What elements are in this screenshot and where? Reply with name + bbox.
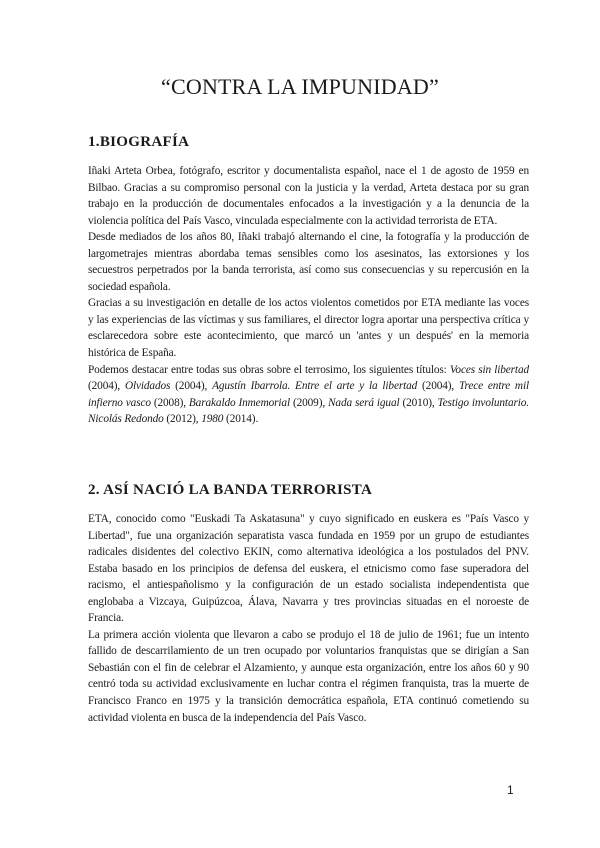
- section-body-banda: [88, 511, 529, 726]
- work-title: Nada será igual: [328, 396, 400, 409]
- text-run: fallido de descarrilamiento de un tren ocupado por voluntarios franquistas que se dirigían a San: [88, 645, 529, 658]
- text-run: Libertad", fue una organización separatista vasca fundada en 1959 por un grupo de estudiantes: [88, 529, 529, 542]
- text-line: [88, 660, 529, 677]
- text-run: (2014).: [223, 413, 259, 426]
- text-line: [88, 395, 529, 412]
- text-run: Podemos destacar entre todas sus obras sobre el terrosimo, los siguientes títulos:: [88, 363, 450, 376]
- work-title: Voces sin libertad: [449, 363, 529, 376]
- text-line: [88, 528, 529, 545]
- text-run: (2010),: [399, 396, 438, 409]
- text-line: [88, 561, 529, 578]
- text-run: sociedad española.: [88, 280, 171, 293]
- text-run: La primera acción violenta que llevaron a cabo se produjo el 18 de julio de 1961; fue un intento: [88, 628, 529, 641]
- text-run: trabajo en la producción de documentales enfocados a la investigación y a la denuncia de la: [88, 198, 529, 211]
- text-run: Sebastián con el fin de celebrar el Alzamiento, y aunque esta organización, entre los años 60 y 90: [88, 661, 529, 674]
- text-line: [88, 594, 529, 611]
- section-heading-banda: 2. ASÍ NACIÓ LA BANDA TERRORISTA: [88, 482, 373, 498]
- text-line: [88, 180, 529, 197]
- page-number: 1: [507, 783, 514, 797]
- text-run: englobaba a Vizcaya, Guipúzcoa, Álava, Navarra y tres provincias situadas en el noroeste de: [88, 595, 529, 608]
- text-line: [88, 610, 529, 627]
- work-title: 1980: [201, 413, 224, 426]
- text-line: [88, 246, 529, 263]
- text-run: histórica de España.: [88, 347, 177, 360]
- text-run: Desde mediados de los años 80, Iñaki trabajó alternando el cine, la fotografía y la producción de: [88, 231, 529, 244]
- work-title: Agustín Ibarrola. Entre el arte y la libertad: [212, 380, 418, 393]
- section-heading-biografia: 1.BIOGRAFÍA: [88, 134, 190, 150]
- text-run: (2004),: [88, 380, 125, 393]
- text-line: [88, 196, 529, 213]
- text-line: [88, 710, 529, 727]
- text-run: (2004),: [417, 380, 459, 393]
- text-run: esclarecedora sobre este acontecimiento, que marcó un 'antes y un después' en la memoria: [88, 330, 529, 343]
- paragraph: [88, 229, 529, 295]
- text-line: [88, 312, 529, 329]
- work-title: Testigo involuntario.: [437, 396, 529, 409]
- paragraph: [88, 511, 529, 627]
- text-line: [88, 511, 529, 528]
- text-line: [88, 362, 529, 379]
- text-line: [88, 328, 529, 345]
- text-run: largometrajes mientras abordaba temas sensibles como los asesinatos, las extorsiones y los: [88, 247, 529, 260]
- text-run: ETA, conocido como "Euskadi Ta Askatasuna" y cuyo significado en euskera es "País Vasco y: [88, 513, 529, 525]
- text-run: Francisco Franco en 1975 y la transición democrática española, ETA continuó cometiendo su: [88, 695, 529, 708]
- text-run: Estaba basado en los principios de defensa del euskera, el etnicismo como fase superadora del: [88, 562, 529, 575]
- text-line: [88, 213, 529, 230]
- paragraph: [88, 362, 529, 428]
- text-run: (2012),: [163, 413, 202, 426]
- work-title: Nicolás Redondo: [88, 413, 164, 426]
- document-title: “CONTRA LA IMPUNIDAD”: [161, 74, 439, 99]
- work-title: Barakaldo Inmemorial: [188, 396, 290, 409]
- text-line: [88, 345, 529, 362]
- section-body-biografia: [88, 163, 529, 428]
- paragraph: [88, 163, 529, 229]
- text-run: y las experiencias de las víctimas y sus familiares, el director logra aportar una perspectiva crítica y: [88, 313, 529, 326]
- text-line: [88, 643, 529, 660]
- paragraph: [88, 295, 529, 361]
- text-run: racismo, el antiespañolismo y la configuración de un estado socialista independentista que: [88, 579, 529, 592]
- text-run: (2009),: [289, 396, 328, 409]
- text-line: [88, 544, 529, 561]
- work-title: infierno vasco: [88, 396, 151, 409]
- text-run: (2008),: [150, 396, 189, 409]
- text-run: Francia.: [88, 612, 124, 625]
- work-title: Olvidados: [124, 380, 171, 393]
- text-line: [88, 262, 529, 279]
- text-line: [88, 295, 529, 312]
- text-run: Bilbao. Gracias a su compromiso personal con la justicia y la verdad, Arteta destaca por su gran: [88, 181, 529, 194]
- text-run: Gracias a su investigación en detalle de los actos violentos cometidos por ETA mediante las voces: [88, 297, 529, 310]
- text-run: actividad violenta en busca de la independencia del País Vasco.: [88, 711, 367, 724]
- text-line: [88, 279, 529, 296]
- text-run: Iñaki Arteta Orbea, fotógrafo, escritor y documentalista español, nace el 1 de agosto de 1959 en: [88, 165, 529, 177]
- text-run: centró toda su actividad exclusivamente en luchar contra el régimen franquista, tras la muerte de: [88, 678, 529, 691]
- text-line: [88, 676, 529, 693]
- text-line: [88, 577, 529, 594]
- text-line: [88, 411, 529, 428]
- text-run: violencia política del País Vasco, vinculada especialmente con la actividad terrorista de ETA.: [88, 214, 498, 227]
- text-line: [88, 163, 529, 180]
- text-line: [88, 229, 529, 246]
- text-run: secuestros perpetrados por la banda terrorista, así como sus consecuencias y su repercusión en la: [88, 264, 529, 277]
- text-line: [88, 378, 529, 395]
- text-line: [88, 627, 529, 644]
- text-line: [88, 693, 529, 710]
- text-run: (2004),: [170, 380, 213, 393]
- work-title: Trece entre mil: [458, 380, 529, 393]
- text-run: radicales disidentes del colectivo EKIN, como alternativa ideológica a los postulados del PNV.: [88, 546, 529, 559]
- paragraph: [88, 627, 529, 726]
